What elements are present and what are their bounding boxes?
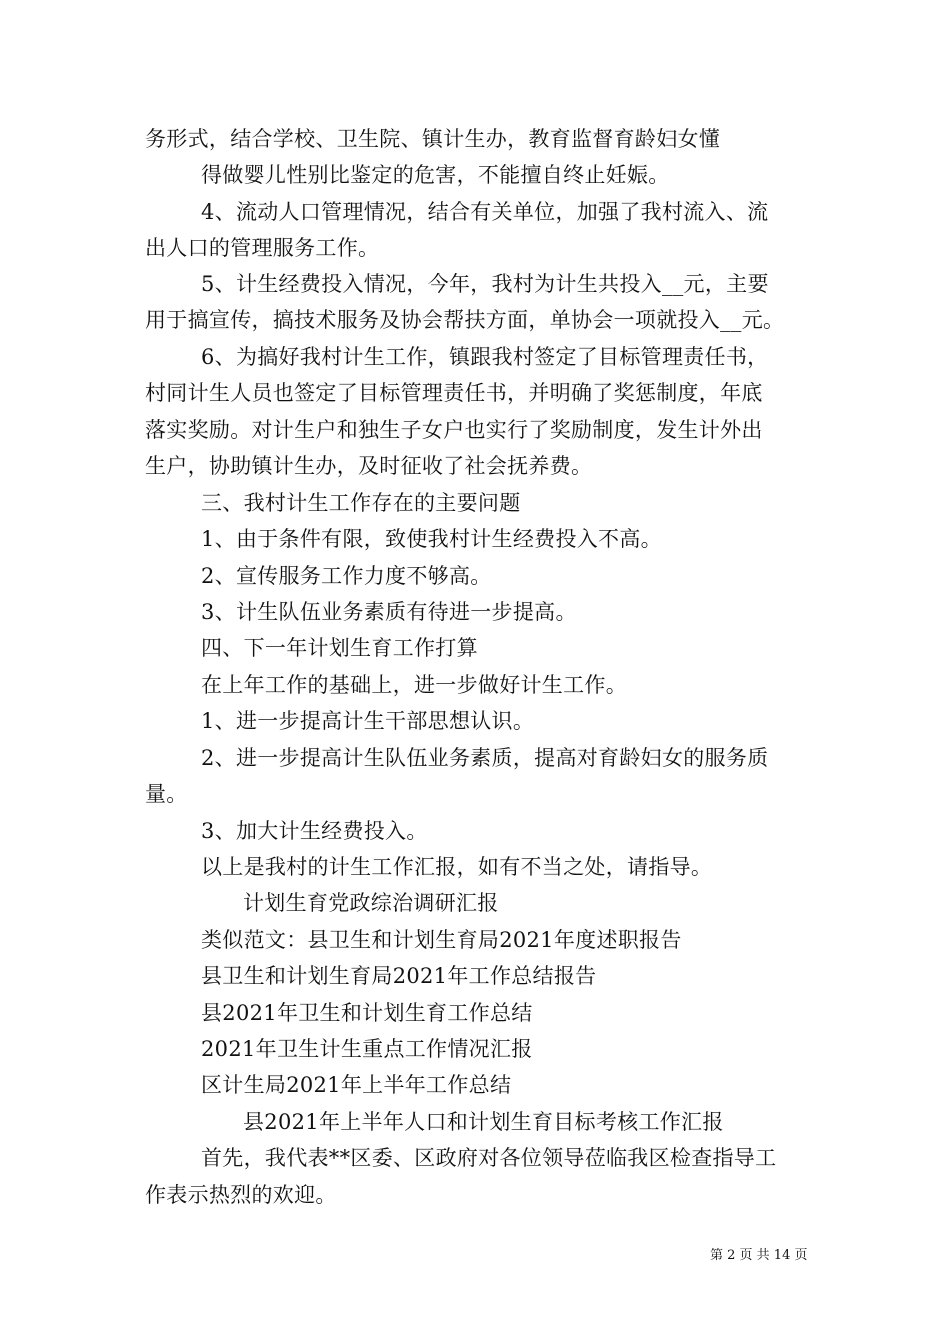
related-link[interactable]: 2021年卫生计生重点工作情况汇报	[201, 1037, 533, 1061]
paragraph-line: 1、由于条件有限，致使我村计生经费投入不高。	[201, 527, 662, 551]
paragraph-line: 量。	[145, 782, 188, 806]
section-heading: 三、我村计生工作存在的主要问题	[201, 491, 521, 515]
paragraph-line: 得做婴儿性别比鉴定的危害，不能擅自终止妊娠。	[201, 163, 670, 187]
paragraph-line: 务形式，结合学校、卫生院、镇计生办，教育监督育龄妇女懂	[145, 127, 721, 151]
paragraph-line: 落实奖励。对计生户和独生子女户也实行了奖励制度，发生计外出	[145, 418, 763, 442]
related-link[interactable]: 县卫生和计划生育局2021年工作总结报告	[201, 964, 597, 988]
paragraph-line: 2、宣传服务工作力度不够高。	[201, 564, 492, 588]
related-link[interactable]: 县2021年卫生和计划生育工作总结	[201, 1001, 533, 1025]
paragraph-line: 6、为搞好我村计生工作，镇跟我村签定了目标管理责任书，	[201, 345, 769, 369]
paragraph-line: 村同计生人员也签定了目标管理责任书，并明确了奖惩制度，年底	[145, 381, 763, 405]
paragraph-line: 5、计生经费投入情况，今年，我村为计生共投入__元，主要	[201, 272, 769, 296]
paragraph-line: 作表示热烈的欢迎。	[145, 1183, 337, 1207]
document-title: 计划生育党政综治调研汇报	[243, 891, 499, 915]
paragraph-line: 用于搞宣传，搞技术服务及协会帮扶方面，单协会一项就投入__元。	[145, 308, 785, 332]
document-title: 县2021年上半年人口和计划生育目标考核工作汇报	[243, 1110, 724, 1134]
paragraph-line: 3、加大计生经费投入。	[201, 819, 428, 843]
paragraph-line: 以上是我村的计生工作汇报，如有不当之处，请指导。	[201, 855, 713, 879]
paragraph-line: 1、进一步提高计生干部思想认识。	[201, 709, 535, 733]
paragraph-line: 在上年工作的基础上，进一步做好计生工作。	[201, 673, 627, 697]
paragraph-line: 2、进一步提高计生队伍业务素质，提高对育龄妇女的服务质	[201, 746, 769, 770]
related-link[interactable]: 区计生局2021年上半年工作总结	[201, 1073, 512, 1097]
section-heading: 四、下一年计划生育工作打算	[201, 636, 478, 660]
paragraph-line: 生户，协助镇计生办，及时征收了社会抚养费。	[145, 454, 593, 478]
paragraph-line: 4、流动人口管理情况，结合有关单位，加强了我村流入、流	[201, 200, 769, 224]
paragraph-line: 首先，我代表**区委、区政府对各位领导莅临我区检查指导工	[201, 1146, 777, 1170]
page-number: 第 2 页 共 14 页	[710, 1248, 808, 1263]
related-link[interactable]: 类似范文：县卫生和计划生育局2021年度述职报告	[201, 928, 682, 952]
paragraph-line: 出人口的管理服务工作。	[145, 236, 380, 260]
paragraph-line: 3、计生队伍业务素质有待进一步提高。	[201, 600, 577, 624]
